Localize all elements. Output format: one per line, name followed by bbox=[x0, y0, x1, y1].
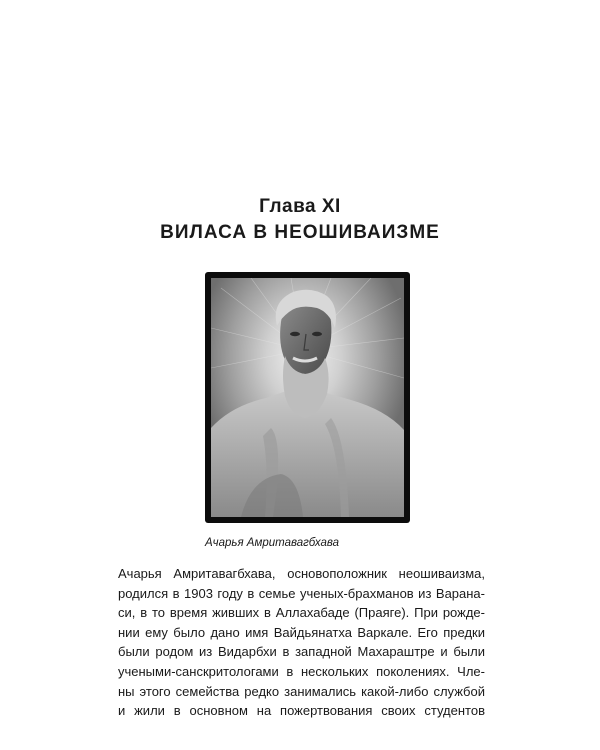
chapter-number: Глава XI bbox=[259, 196, 341, 217]
text-line: были родом из Видарбхи в западной Махараштре и были bbox=[118, 644, 485, 660]
body-paragraph bbox=[118, 564, 485, 721]
text-line: учеными-санскритологами в нескольких поколениях. Чле- bbox=[118, 663, 485, 679]
text-line: родился в 1903 году в семье ученых-брахманов из Варана- bbox=[118, 585, 485, 601]
chapter-title: ВИЛАСА В НЕОШИВАИЗМЕ bbox=[160, 222, 440, 243]
portrait-photo-icon bbox=[211, 278, 404, 517]
photo-caption: Ачарья Амритавагбхава bbox=[205, 537, 340, 549]
text-line: и жили в основном на пожертвования своих студентов bbox=[118, 703, 485, 719]
text-line: Ачарья Амритавагбхава, основоположник неошиваизма, bbox=[118, 566, 485, 581]
text-line: си, в то время живших в Аллахабаде (Праяге). При рожде- bbox=[118, 605, 485, 621]
text-line: ны этого семейства редко занимались какой-либо службой bbox=[118, 683, 485, 699]
portrait-photo bbox=[205, 272, 410, 523]
text-line: нии ему было дано имя Вайдьянатха Варкале. Его предки bbox=[118, 624, 485, 640]
